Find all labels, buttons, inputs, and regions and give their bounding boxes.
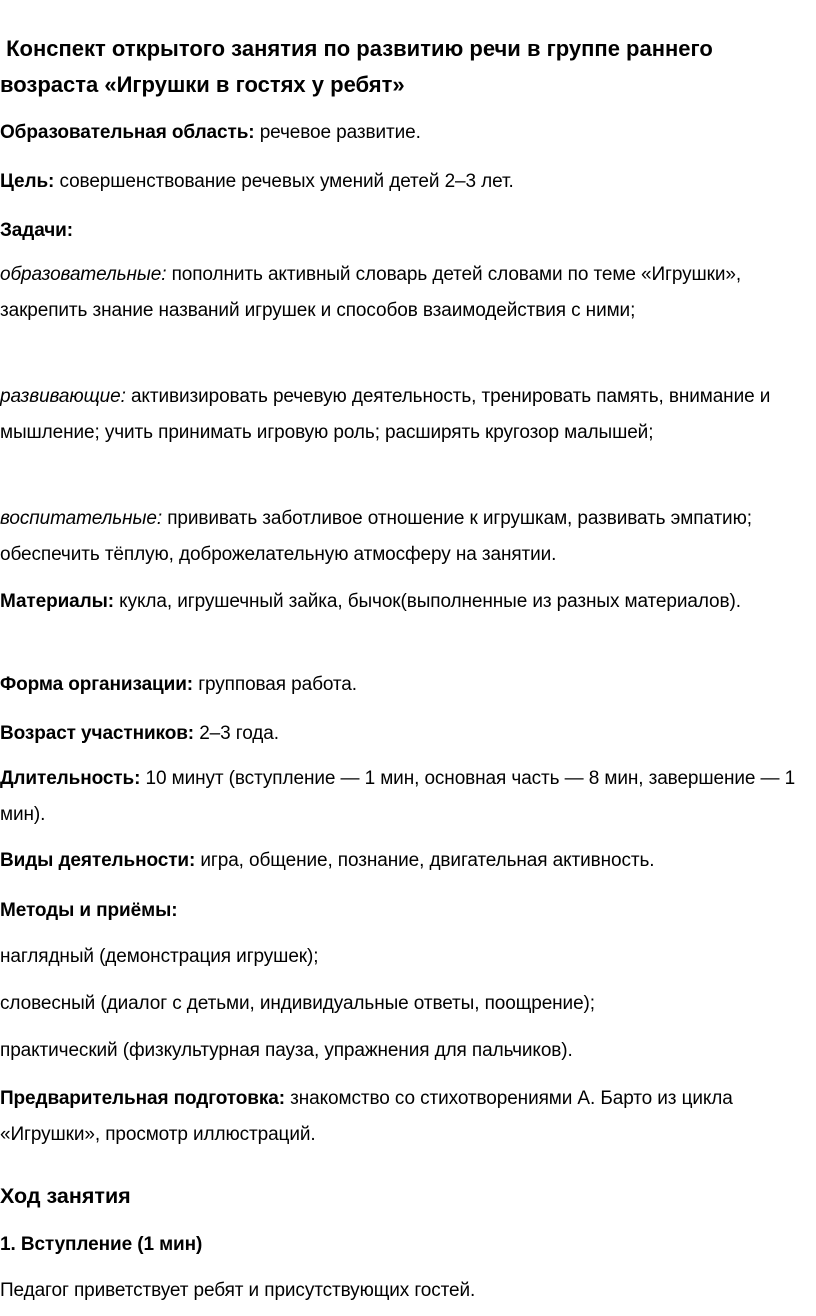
participants-age-label: Возраст участников: bbox=[0, 723, 195, 744]
preparation-label: Предварительная подготовка: bbox=[0, 1088, 285, 1109]
education-area-label: Образовательная область: bbox=[0, 122, 255, 143]
methods-heading: Методы и приёмы: bbox=[0, 900, 178, 921]
method-item: наглядный (демонстрация игрушек); bbox=[0, 946, 319, 967]
organization-form-value: групповая работа. bbox=[198, 674, 357, 695]
task-developing-text: активизировать речевую деятельность, тренировать память, внимание и мышление; учить принимать игровую роль; расширять кругозор малышей; bbox=[0, 386, 771, 443]
task-developing-label: развивающие: bbox=[0, 386, 126, 407]
method-item: словесный (диалог с детьми, индивидуальные ответы, поощрение); bbox=[0, 993, 595, 1014]
document-title-text: Конспект открытого занятия по развитию речи в группе раннего возраста «Игрушки в гостях у ребят» bbox=[0, 36, 713, 97]
activity-types-label: Виды деятельности: bbox=[0, 850, 196, 871]
materials-value: кукла, игрушечный зайка, бычок(выполненные из разных материалов). bbox=[119, 591, 741, 612]
document-title bbox=[0, 31, 790, 103]
section-1-text: Педагог приветствует ребят и присутствующих гостей. bbox=[0, 1280, 476, 1301]
materials-label: Материалы: bbox=[0, 591, 114, 612]
activity-types-paragraph bbox=[0, 843, 800, 879]
task-upbringing bbox=[0, 501, 800, 573]
section-1-heading: 1. Вступление (1 мин) bbox=[0, 1234, 203, 1255]
task-educational-text: пополнить активный словарь детей словами по теме «Игрушки», закрепить знание названий игрушек и способов взаимодействия с ними; bbox=[0, 264, 742, 321]
organization-form-paragraph bbox=[0, 667, 800, 703]
task-educational bbox=[0, 257, 800, 329]
task-upbringing-label: воспитательные: bbox=[0, 508, 163, 529]
participants-age-value: 2–3 года. bbox=[199, 723, 279, 744]
activity-types-value: игра, общение, познание, двигательная активность. bbox=[200, 850, 655, 871]
goal-paragraph bbox=[0, 164, 800, 200]
participants-age-paragraph bbox=[0, 716, 800, 752]
duration-paragraph bbox=[0, 761, 800, 833]
task-educational-label: образовательные: bbox=[0, 264, 167, 285]
duration-value: 10 минут (вступление — 1 мин, основная часть — 8 мин, завершение — 1 мин). bbox=[0, 768, 796, 825]
goal-value: совершенствование речевых умений детей 2–3 лет. bbox=[59, 171, 514, 192]
preparation-value: знакомство со стихотворениями А. Барто из цикла «Игрушки», просмотр иллюстраций. bbox=[0, 1088, 733, 1145]
education-area-paragraph bbox=[0, 115, 800, 151]
lesson-heading: Ход занятия bbox=[0, 1184, 131, 1208]
method-item: практический (физкультурная пауза, упражнения для пальчиков). bbox=[0, 1040, 573, 1061]
preparation-paragraph bbox=[0, 1081, 800, 1153]
duration-label: Длительность: bbox=[0, 768, 141, 789]
materials-paragraph bbox=[0, 584, 800, 620]
education-area-value: речевое развитие. bbox=[259, 122, 421, 143]
tasks-heading: Задачи: bbox=[0, 220, 73, 241]
organization-form-label: Форма организации: bbox=[0, 674, 194, 695]
task-upbringing-text: прививать заботливое отношение к игрушкам, развивать эмпатию; обеспечить тёплую, доброжелательную атмосферу на занятии. bbox=[0, 508, 752, 565]
task-developing bbox=[0, 379, 800, 451]
goal-label: Цель: bbox=[0, 171, 55, 192]
